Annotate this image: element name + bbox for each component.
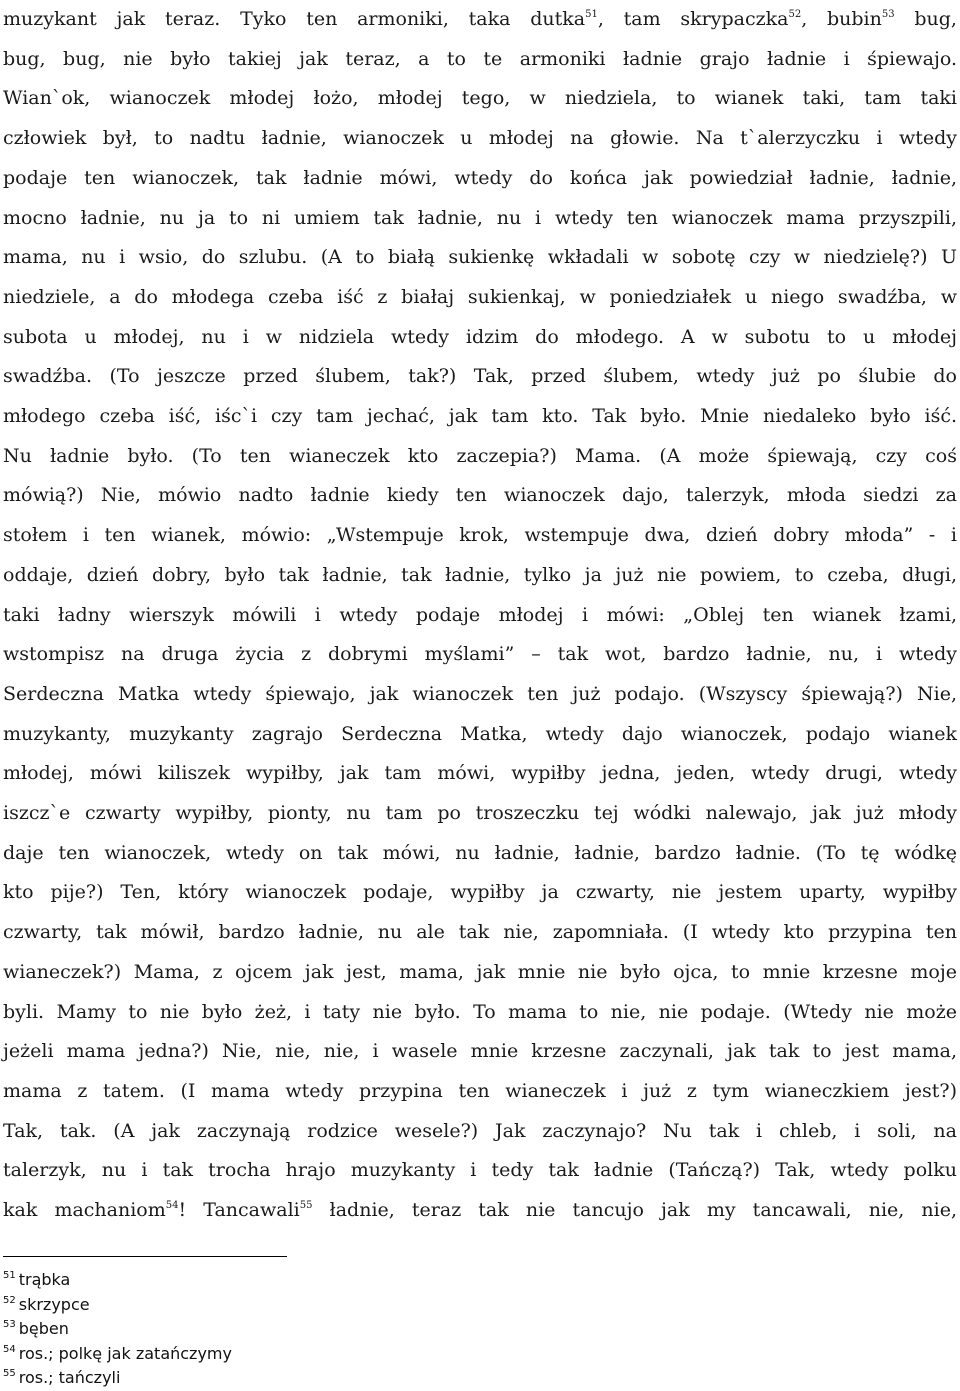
text-run: mocno ładnie, nu ja to ni umiem tak ładnie, nu i wtedy ten wianoczek mama przyszpili, [3,206,957,229]
text-run: niedziele, a do młodega czeba iść z białaj sukienkaj, w poniedziałek u niego swadźba, w [3,285,957,308]
text-line [3,357,957,397]
text-run: , bubin [801,8,882,30]
main-text [3,0,957,1231]
text-line [3,953,957,993]
text-run: młodego czeba iść, iśc`i czy tam jechać, jak tam kto. Tak było. Mnie niedaleko było iść. [3,405,957,428]
text-line [3,1032,957,1072]
text-run: talerzyk, nu i tak trocha hrajo muzykanty i tedy tak ładnie (Tańczą?) Tak, wtedy polku [3,1159,957,1182]
footnote [3,1293,232,1318]
footnote-reference[interactable]: 55 [299,1200,313,1212]
footnote-number: 53 [3,1319,16,1330]
text-line [3,476,957,516]
footnote [3,1317,232,1342]
text-run: Nu ładnie było. (To ten wianeczek kto zaczepia?) Mama. (A może śpiewają, czy coś [3,444,957,467]
text-run: mama, nu i wsio, do szlubu. (A to białą sukienkę wkładali w sobotę czy w niedzielę?) U [3,246,957,269]
text-line [3,635,957,675]
text-run: człowiek był, to nadtu ładnie, wianoczek u młodej na głowie. Na t`alerzyczku i wtedy [3,127,957,150]
footnote [3,1366,232,1391]
text-run: ładnie, teraz tak nie tancujo jak my tancawali, nie, nie, [312,1199,958,1222]
text-line [3,834,957,874]
text-line [3,794,957,834]
footnote-number: 54 [3,1343,16,1355]
footnote-text: ros.; tańczyli [18,1368,121,1387]
text-run: mówią?) Nie, mówio nadto ładnie kiedy ten wianoczek dajo, talerzyk, młoda siedzi za [3,484,957,507]
footnote-reference[interactable]: 53 [881,9,895,20]
text-line [3,993,957,1033]
footnote-reference[interactable]: 54 [165,1200,179,1212]
footnote-text: bęben [18,1319,69,1338]
text-line [3,715,957,755]
text-run: jeżeli mama jedna?) Nie, nie, nie, i wasele mnie krzesne zaczynali, jak tak to jest mama, [3,1040,957,1063]
text-run: kak machaniom [3,1199,166,1222]
footnote-separator [3,1256,287,1257]
text-line [3,873,957,913]
text-line [3,754,957,794]
text-run: subota u młodej, nu i w nidziela wtedy idzim do młodego. A w subotu to u młodej [3,325,957,348]
text-line [3,119,957,159]
text-run: Serdeczna Matka wtedy śpiewajo, jak wianoczek ten już podajo. (Wszyscy śpiewają?) Nie, [3,682,957,705]
footnote-text: skrzypce [18,1294,90,1314]
text-run: Tak, tak. (A jak zaczynają rodzice wesele?) Jak zaczynajo? Nu tak i chleb, i soli, na [3,1119,957,1142]
text-line [3,238,957,278]
text-line [3,675,957,715]
text-run: muzykanty, muzykanty zagrajo Serdeczna Matka, wtedy dajo wianoczek, podajo wianek [3,722,957,745]
text-run: daje ten wianoczek, wtedy on tak mówi, nu ładnie, ładnie, bardzo ładnie. (To tę wódkę [3,841,957,864]
text-line [3,913,957,953]
footnote-reference[interactable]: 51 [585,9,598,20]
text-line [3,318,957,358]
text-line [3,199,957,239]
text-line [3,40,957,80]
text-line [3,0,957,40]
text-line [3,1072,957,1112]
text-run: podaje ten wianoczek, tak ładnie mówi, wtedy do końca jak powiedział ładnie, ładnie, [3,166,957,189]
text-line [3,79,957,119]
text-run: wstompisz na druga życia z dobrymi myślami” – tak wot, bardzo ładnie, nu, i wtedy [3,643,957,666]
text-run: kto pije?) Ten, który wianoczek podaje, wypiłby ja czwarty, nie jestem uparty, wypiłby [3,881,957,904]
text-run: wianeczek?) Mama, z ojcem jak jest, mama, jak mnie nie było ojca, to mnie krzesne moje [3,960,957,983]
footnotes [3,1268,232,1391]
text-line [3,1151,957,1191]
footnote-text: trąbka [18,1270,71,1289]
text-run: bug, [894,8,957,30]
text-run: byli. Mamy to nie było żeż, i taty nie było. To mama to nie, nie podaje. (Wtedy nie może [3,1000,957,1023]
text-run: taki ładny wierszyk mówili i wtedy podaje młodej i mówi: „Oblej ten wianek łzami, [3,603,957,626]
text-line [3,397,957,437]
footnote [3,1342,232,1367]
text-line [3,1112,957,1152]
text-run: swadźba. (To jeszcze przed ślubem, tak?) Tak, przed ślubem, wtedy już po ślubie do [3,365,957,388]
text-run: mama z tatem. (I mama wtedy przypina ten wianeczek i już z tym wianeczkiem jest?) [3,1079,957,1102]
text-run: ! Tancawali [178,1199,300,1222]
text-run: muzykant jak teraz. Tyko ten armoniki, taka dutka [3,8,586,30]
text-run: stołem i ten wianek, mówio: „Wstempuje krok, wstempuje dwa, dzień dobry młoda” - i [3,524,957,547]
text-run: Wian`ok, wianoczek młodej łożo, młodej tego, w niedziela, to wianek taki, tam taki [3,87,957,110]
footnote-number: 52 [3,1294,16,1306]
text-run: , tam skrypaczka [597,8,789,30]
footnote-text: ros.; polkę jak zatańczymy [18,1343,232,1363]
footnote [3,1268,232,1293]
text-line [3,278,957,318]
text-run: młodej, mówi kiliszek wypiłby, jak tam mówi, wypiłby jedna, jeden, wtedy drugi, wtedy [3,762,957,785]
footnote-number: 55 [3,1368,16,1379]
text-run: oddaje, dzień dobry, było tak ładnie, tak ładnie, tylko ja już nie powiem, to czeba, długi, [3,563,957,586]
footnote-number: 51 [3,1270,16,1281]
text-line [3,596,957,636]
text-run: bug, bug, nie było takiej jak teraz, a to te armoniki ładnie grajo ładnie i śpiewajo. [3,47,957,70]
text-line [3,1191,957,1231]
footnote-reference[interactable]: 52 [788,9,802,20]
text-run: czwarty, tak mówił, bardzo ładnie, nu ale tak nie, zapomniała. (I wtedy kto przypina ten [3,921,957,944]
text-line [3,437,957,477]
text-line [3,556,957,596]
text-line [3,516,957,556]
text-run: iszcz`e czwarty wypiłby, pionty, nu tam po troszeczku tej wódki nalewajo, jak już młody [3,802,957,825]
text-line [3,159,957,199]
